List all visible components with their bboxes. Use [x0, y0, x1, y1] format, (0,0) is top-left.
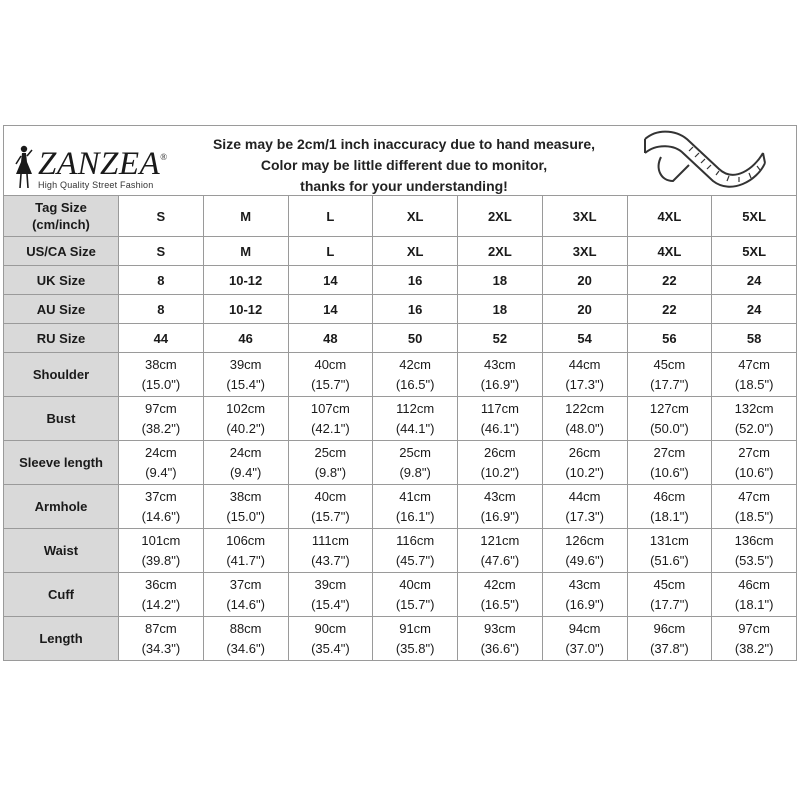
cm-value: 121cm — [480, 532, 520, 548]
measurement-cell — [458, 353, 543, 397]
cm-value: 40cm — [399, 576, 432, 592]
measurement-cell — [119, 441, 204, 485]
inch-value: (18.5") — [734, 376, 774, 392]
inch-value: (9.8") — [314, 464, 347, 480]
measurement-cell — [458, 485, 543, 529]
inch-value: (35.4") — [311, 640, 350, 656]
size-cell: 56 — [627, 324, 712, 353]
measurement-cell — [288, 397, 373, 441]
cm-value: 43cm — [483, 356, 516, 372]
row-header-label: US/CA Size — [26, 243, 96, 259]
size-cell: 20 — [542, 266, 627, 295]
row-header — [4, 237, 119, 266]
size-cell: 54 — [542, 324, 627, 353]
cm-value: 87cm — [144, 620, 177, 636]
cm-value: 26cm — [483, 444, 516, 460]
inch-value: (34.3") — [141, 640, 181, 656]
inch-value: (45.7") — [395, 552, 435, 568]
row-header — [4, 196, 119, 237]
cm-value: 24cm — [144, 444, 177, 460]
measurement-cell — [458, 441, 543, 485]
inch-value: (16.9") — [480, 376, 520, 392]
row-header: Length — [4, 617, 119, 661]
size-cell: 44 — [119, 324, 204, 353]
measurement-cell — [542, 397, 627, 441]
inch-value: (17.3") — [565, 376, 604, 392]
measurement-cell — [712, 397, 797, 441]
row-header-label: AU Size — [36, 301, 86, 317]
cm-value: 90cm — [314, 620, 347, 636]
size-row — [4, 295, 797, 324]
measurement-cell — [373, 529, 458, 573]
notice-line: thanks for your understanding! — [300, 178, 508, 194]
measurement-cell — [203, 573, 288, 617]
inch-value: (17.7") — [650, 596, 689, 612]
inch-value: (41.7") — [226, 552, 265, 568]
cm-value: 127cm — [649, 400, 689, 416]
measurement-row — [4, 573, 797, 617]
inch-value: (43.7") — [311, 552, 350, 568]
size-cell: 52 — [458, 324, 543, 353]
chart-header — [3, 125, 797, 196]
inch-value: (15.7") — [311, 376, 350, 392]
size-row — [4, 196, 797, 237]
measurement-cell — [712, 353, 797, 397]
size-cell: 18 — [458, 266, 543, 295]
measurement-cell — [119, 397, 204, 441]
inch-value: (47.6") — [480, 552, 520, 568]
measurement-cell — [542, 353, 627, 397]
inch-value: (16.5") — [480, 596, 520, 612]
inch-value: (42.1") — [311, 420, 350, 436]
size-cell: M — [203, 237, 288, 266]
measurement-cell — [373, 353, 458, 397]
inch-value: (10.2") — [480, 464, 520, 480]
measurement-row — [4, 529, 797, 573]
size-chart — [3, 125, 797, 661]
cm-value: 36cm — [144, 576, 177, 592]
measurement-cell — [542, 529, 627, 573]
cm-value: 136cm — [734, 532, 774, 548]
measurement-cell — [542, 441, 627, 485]
woman-figure-icon — [12, 144, 36, 190]
cm-value: 39cm — [229, 356, 262, 372]
notice-line: Size may be 2cm/1 inch inaccuracy due to hand measure, — [212, 136, 596, 152]
row-header: Bust — [4, 397, 119, 441]
size-cell: 20 — [542, 295, 627, 324]
inch-value: (37.0") — [565, 640, 604, 656]
measurement-cell — [288, 353, 373, 397]
row-header: Cuff — [4, 573, 119, 617]
cm-value: 126cm — [565, 532, 605, 548]
cm-value: 91cm — [399, 620, 432, 636]
cm-value: 37cm — [144, 488, 177, 504]
size-cell: 24 — [712, 266, 797, 295]
measurement-cell — [203, 617, 288, 661]
measurement-cell — [288, 441, 373, 485]
cm-value: 25cm — [314, 444, 347, 460]
size-cell: 46 — [203, 324, 288, 353]
row-header — [4, 324, 119, 353]
measurement-cell — [203, 441, 288, 485]
size-cell: S — [119, 237, 204, 266]
row-header-label: Tag Size — [35, 200, 87, 215]
inch-value: (50.0") — [650, 420, 689, 436]
inch-value: (14.2") — [141, 596, 181, 612]
measurement-cell — [373, 441, 458, 485]
measurement-cell — [627, 529, 712, 573]
measurement-cell — [458, 397, 543, 441]
cm-value: 117cm — [480, 400, 519, 416]
inch-value: (18.5") — [734, 508, 774, 524]
inch-value: (46.1") — [480, 420, 520, 436]
inch-value: (38.2") — [734, 640, 774, 656]
size-cell: 18 — [458, 295, 543, 324]
inch-value: (15.7") — [395, 596, 435, 612]
size-cell: 5XL — [712, 237, 797, 266]
measurement-cell — [119, 353, 204, 397]
size-cell: 5XL — [712, 196, 797, 237]
measurement-cell — [712, 529, 797, 573]
inch-value: (38.2") — [141, 420, 181, 436]
brand-logo — [10, 136, 170, 191]
cm-value: 43cm — [568, 576, 601, 592]
cm-value: 101cm — [141, 532, 181, 548]
size-row — [4, 266, 797, 295]
size-cell: 3XL — [542, 196, 627, 237]
measurement-row — [4, 617, 797, 661]
cm-value: 24cm — [229, 444, 262, 460]
inch-value: (9.4") — [145, 464, 177, 480]
cm-value: 44cm — [568, 488, 601, 504]
size-cell: 3XL — [542, 237, 627, 266]
measurement-cell — [712, 441, 797, 485]
measurement-cell — [627, 353, 712, 397]
size-cell: 10-12 — [203, 266, 288, 295]
measurement-row — [4, 441, 797, 485]
size-row — [4, 237, 797, 266]
inch-value: (18.1") — [734, 596, 774, 612]
measurement-cell — [288, 485, 373, 529]
inch-value: (16.9") — [565, 596, 604, 612]
cm-value: 37cm — [229, 576, 262, 592]
measurement-cell — [627, 397, 712, 441]
inch-value: (10.6") — [734, 464, 774, 480]
size-cell: L — [288, 196, 373, 237]
size-cell: 48 — [288, 324, 373, 353]
measurement-cell — [458, 573, 543, 617]
measurement-cell — [203, 529, 288, 573]
cm-value: 97cm — [738, 620, 771, 636]
measurement-cell — [119, 485, 204, 529]
cm-value: 26cm — [568, 444, 601, 460]
cm-value: 43cm — [483, 488, 516, 504]
inch-value: (37.8") — [650, 640, 689, 656]
measurement-cell — [203, 485, 288, 529]
cm-value: 112cm — [396, 400, 435, 416]
cm-value: 45cm — [653, 356, 686, 372]
measurement-cell — [288, 617, 373, 661]
size-cell: 16 — [373, 266, 458, 295]
size-cell: 16 — [373, 295, 458, 324]
size-cell: 8 — [119, 266, 204, 295]
size-cell: XL — [373, 237, 458, 266]
measurement-cell — [119, 573, 204, 617]
measurement-cell — [203, 353, 288, 397]
measurement-cell — [373, 617, 458, 661]
measurement-cell — [542, 573, 627, 617]
cm-value: 47cm — [738, 356, 771, 372]
cm-value: 42cm — [399, 356, 432, 372]
row-header: Armhole — [4, 485, 119, 529]
cm-value: 107cm — [310, 400, 350, 416]
cm-value: 38cm — [144, 356, 177, 372]
size-cell: 2XL — [458, 237, 543, 266]
measurement-row — [4, 353, 797, 397]
notice-line: Color may be little different due to monitor, — [260, 157, 548, 173]
measurement-cell — [627, 441, 712, 485]
cm-value: 94cm — [568, 620, 601, 636]
cm-value: 116cm — [396, 532, 435, 548]
measurement-cell — [373, 485, 458, 529]
row-header-sublabel: (cm/inch) — [32, 217, 90, 232]
measurement-cell — [373, 573, 458, 617]
measurement-cell — [712, 485, 797, 529]
cm-value: 132cm — [734, 400, 774, 416]
size-table — [3, 195, 797, 661]
inch-value: (16.1") — [395, 508, 435, 524]
inch-value: (10.2") — [565, 464, 604, 480]
cm-value: 45cm — [653, 576, 686, 592]
inch-value: (53.5") — [734, 552, 774, 568]
cm-value: 44cm — [568, 356, 601, 372]
measurement-cell — [203, 397, 288, 441]
inch-value: (51.6") — [650, 552, 689, 568]
inch-value: (15.7") — [311, 508, 350, 524]
cm-value: 41cm — [399, 488, 432, 504]
brand-tagline: High Quality Street Fashion — [38, 180, 154, 190]
inch-value: (15.4") — [311, 596, 350, 612]
measurement-cell — [119, 617, 204, 661]
cm-value: 27cm — [653, 444, 686, 460]
size-cell: S — [119, 196, 204, 237]
row-header: Waist — [4, 529, 119, 573]
measurement-row — [4, 485, 797, 529]
cm-value: 40cm — [314, 356, 347, 372]
cm-value: 96cm — [653, 620, 686, 636]
size-row — [4, 324, 797, 353]
measurement-cell — [712, 573, 797, 617]
measurement-cell — [288, 529, 373, 573]
cm-value: 88cm — [229, 620, 262, 636]
row-header-label: UK Size — [36, 272, 86, 288]
cm-value: 122cm — [565, 400, 605, 416]
brand-name: ZANZEA® — [38, 146, 168, 182]
measurement-cell — [712, 617, 797, 661]
measurement-cell — [288, 573, 373, 617]
inch-value: (16.9") — [480, 508, 520, 524]
cm-value: 97cm — [144, 400, 177, 416]
measurement-cell — [627, 617, 712, 661]
size-cell: 24 — [712, 295, 797, 324]
row-header — [4, 266, 119, 295]
inch-value: (40.2") — [226, 420, 265, 436]
measurement-cell — [542, 485, 627, 529]
measuring-tape-icon — [639, 129, 769, 191]
cm-value: 39cm — [314, 576, 347, 592]
size-cell: L — [288, 237, 373, 266]
inch-value: (17.7") — [650, 376, 689, 392]
size-cell: XL — [373, 196, 458, 237]
inch-value: (35.8") — [395, 640, 435, 656]
measurement-cell — [627, 573, 712, 617]
size-cell: 10-12 — [203, 295, 288, 324]
measurement-notice — [204, 134, 604, 197]
row-header: Shoulder — [4, 353, 119, 397]
size-cell: 4XL — [627, 237, 712, 266]
cm-value: 25cm — [399, 444, 432, 460]
inch-value: (49.6") — [565, 552, 604, 568]
size-cell: 4XL — [627, 196, 712, 237]
inch-value: (9.8") — [399, 464, 431, 480]
row-header: Sleeve length — [4, 441, 119, 485]
size-cell: 14 — [288, 295, 373, 324]
inch-value: (15.0") — [226, 508, 265, 524]
cm-value: 47cm — [738, 488, 771, 504]
measurement-cell — [542, 617, 627, 661]
cm-value: 46cm — [653, 488, 686, 504]
size-cell: 22 — [627, 266, 712, 295]
cm-value: 27cm — [738, 444, 771, 460]
inch-value: (17.3") — [565, 508, 604, 524]
inch-value: (34.6") — [226, 640, 265, 656]
inch-value: (52.0") — [734, 420, 774, 436]
row-header-label: RU Size — [36, 330, 86, 346]
inch-value: (48.0") — [565, 420, 604, 436]
size-cell: 50 — [373, 324, 458, 353]
cm-value: 131cm — [649, 532, 689, 548]
size-cell: 58 — [712, 324, 797, 353]
inch-value: (18.1") — [650, 508, 689, 524]
cm-value: 46cm — [738, 576, 771, 592]
inch-value: (15.0") — [141, 376, 181, 392]
inch-value: (9.4") — [229, 464, 262, 480]
cm-value: 93cm — [483, 620, 516, 636]
measurement-cell — [119, 529, 204, 573]
inch-value: (14.6") — [226, 596, 265, 612]
measurement-cell — [458, 617, 543, 661]
cm-value: 106cm — [226, 532, 266, 548]
measurement-row — [4, 397, 797, 441]
cm-value: 40cm — [314, 488, 347, 504]
row-header — [4, 295, 119, 324]
cm-value: 38cm — [229, 488, 262, 504]
inch-value: (36.6") — [480, 640, 520, 656]
inch-value: (44.1") — [395, 420, 435, 436]
measurement-cell — [627, 485, 712, 529]
size-cell: 8 — [119, 295, 204, 324]
cm-value: 42cm — [483, 576, 516, 592]
inch-value: (39.8") — [141, 552, 181, 568]
inch-value: (10.6") — [650, 464, 689, 480]
inch-value: (16.5") — [395, 376, 435, 392]
size-cell: 2XL — [458, 196, 543, 237]
size-cell: M — [203, 196, 288, 237]
cm-value: 111cm — [311, 532, 349, 548]
cm-value: 102cm — [226, 400, 266, 416]
measurement-cell — [373, 397, 458, 441]
measurement-cell — [458, 529, 543, 573]
inch-value: (15.4") — [226, 376, 265, 392]
inch-value: (14.6") — [141, 508, 181, 524]
size-cell: 22 — [627, 295, 712, 324]
size-cell: 14 — [288, 266, 373, 295]
